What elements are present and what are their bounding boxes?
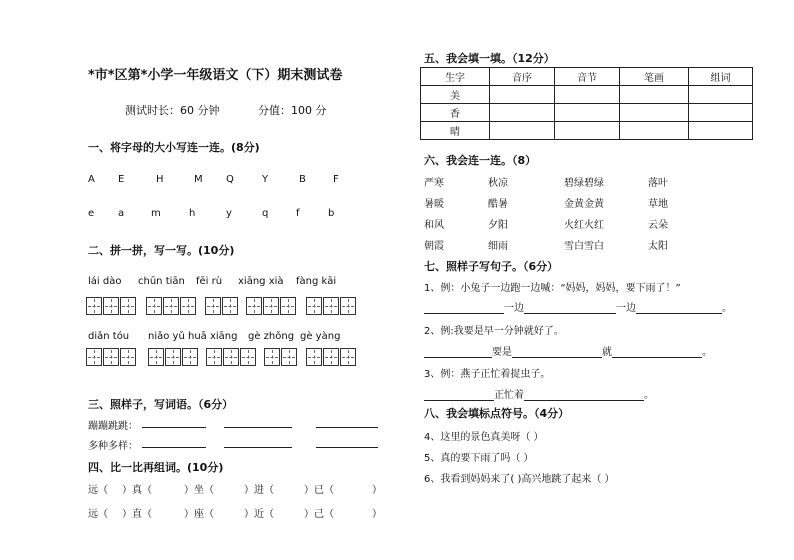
punctuation-question: 4、这里的景色真美呀（ ） bbox=[424, 432, 544, 443]
fill-table bbox=[420, 67, 753, 140]
letter-lower: f bbox=[296, 208, 300, 219]
punctuation-question: 5、真的要下雨了吗（ ） bbox=[424, 453, 534, 464]
section1-heading: 一、将字母的大小写连一连。(8分) bbox=[88, 141, 260, 154]
table-header: 生字 bbox=[421, 68, 490, 86]
letter-lower: y bbox=[226, 208, 232, 219]
letter-upper: M bbox=[194, 174, 203, 185]
letter-upper: Y bbox=[262, 174, 269, 185]
letter-lower: e bbox=[88, 208, 95, 219]
exam-score: 分值：100 分 bbox=[258, 104, 327, 117]
pinyin-label: xiāng xià bbox=[238, 276, 284, 287]
table-row: 晴 bbox=[421, 122, 753, 140]
exam-duration: 测试时长：60 分钟 bbox=[125, 104, 220, 117]
letter-upper: Q bbox=[226, 174, 234, 185]
pinyin-label: gè zhǒng bbox=[248, 331, 295, 342]
letter-lower: m bbox=[151, 208, 161, 219]
table-header: 音序 bbox=[490, 68, 555, 86]
letter-lower: b bbox=[328, 208, 335, 219]
answer-line: 正忙着 。 bbox=[424, 386, 654, 401]
section4-heading: 四、比一比再组词。(10分) bbox=[88, 461, 224, 474]
page-title: *市*区第*小学一年级语文（下）期末测试卷 bbox=[88, 68, 343, 83]
letter-upper: E bbox=[118, 174, 125, 185]
section8-heading: 八、我会填标点符号。（4分） bbox=[424, 407, 570, 420]
section6-heading: 六、我会连一连。（8） bbox=[424, 154, 537, 167]
example-sentence: 3、例：燕子正忙着捉虫子。 bbox=[424, 369, 551, 380]
example-sentence: 1、例：小兔子一边跑一边喊：“妈妈，妈妈，要下雨了！” bbox=[424, 283, 681, 294]
pinyin-label: diǎn tóu bbox=[88, 331, 130, 342]
pinyin-label: gè yàng bbox=[300, 331, 341, 342]
example-line: 多种多样： bbox=[88, 441, 138, 452]
letter-lower: a bbox=[118, 208, 125, 219]
section7-heading: 七、照样子写句子。（6分） bbox=[424, 260, 559, 273]
section3-heading: 三、照样子，写词语。（6分） bbox=[88, 398, 234, 411]
example-sentence: 2、例:我要是早一分钟就好了。 bbox=[424, 326, 564, 337]
letter-lower: q bbox=[262, 208, 269, 219]
letter-upper: A bbox=[88, 174, 95, 185]
pinyin-label: fàng kāi bbox=[296, 276, 337, 287]
answer-line: 一边 一边 。 bbox=[424, 299, 732, 314]
letter-upper: B bbox=[299, 174, 306, 185]
table-row: 美 bbox=[421, 86, 753, 104]
pinyin-label: chūn tiān bbox=[138, 276, 185, 287]
table-row: 香 bbox=[421, 104, 753, 122]
answer-blank[interactable] bbox=[316, 417, 378, 428]
table-header: 笔画 bbox=[620, 68, 689, 86]
answer-blank[interactable] bbox=[142, 437, 206, 448]
pinyin-label: niǎo yǔ huā xiāng bbox=[148, 331, 238, 342]
section2-heading: 二、拼一拼，写一写。(10分) bbox=[88, 244, 235, 257]
pinyin-label: fēi rù bbox=[196, 276, 223, 287]
answer-line: 要是 就 。 bbox=[424, 343, 712, 358]
table-header: 音节 bbox=[555, 68, 620, 86]
pinyin-label: lái dào bbox=[88, 276, 122, 287]
answer-blank[interactable] bbox=[316, 437, 378, 448]
answer-blank[interactable] bbox=[224, 417, 292, 428]
table-header: 组词 bbox=[689, 68, 753, 86]
letter-upper: H bbox=[156, 174, 164, 185]
letter-upper: F bbox=[333, 174, 339, 185]
letter-lower: h bbox=[189, 208, 196, 219]
punctuation-question: 6、我看到妈妈来了( )高兴地跳了起来（ ） bbox=[424, 474, 615, 485]
answer-blank[interactable] bbox=[142, 417, 206, 428]
example-line: 蹦蹦跳跳： bbox=[88, 421, 138, 432]
answer-blank[interactable] bbox=[224, 437, 292, 448]
section5-heading: 五、我会填一填。（12分） bbox=[424, 52, 555, 65]
